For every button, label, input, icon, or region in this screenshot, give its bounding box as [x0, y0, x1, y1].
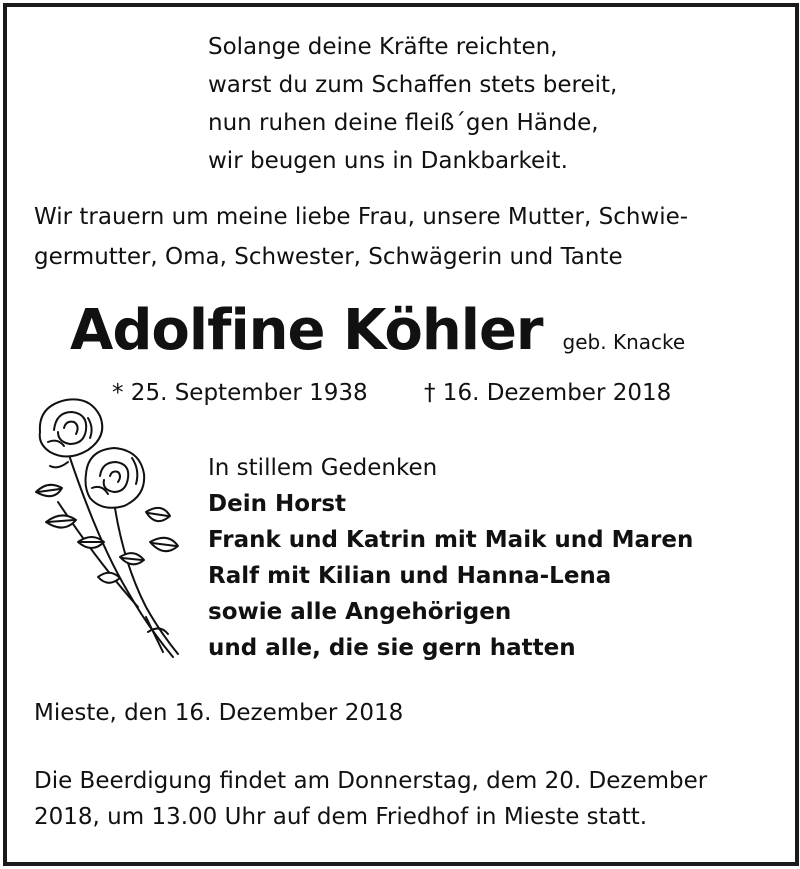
mourning-intro — [34, 197, 688, 277]
maiden-name: geb. Knacke — [562, 330, 686, 354]
poem-line: Solange deine Kräfte reichten, — [208, 34, 558, 60]
mourner-line: und alle, die sie gern hatten — [208, 635, 576, 661]
intro-line: Wir trauern um meine liebe Frau, unsere Mutter, Schwie- — [34, 204, 689, 230]
funeral-line: 2018, um 13.00 Uhr auf dem Friedhof in Mieste statt. — [34, 804, 648, 830]
funeral-line: Die Beerdigung findet am Donnerstag, dem 20. Dezember — [34, 768, 708, 794]
poem-line: wir beugen uns in Dankbarkeit. — [208, 148, 568, 174]
mourners-heading: In stillem Gedenken — [208, 455, 438, 481]
rose-bouquet-icon — [28, 392, 188, 667]
funeral-notice — [34, 763, 707, 835]
intro-line: germutter, Oma, Schwester, Schwägerin und Tante — [34, 244, 623, 270]
poem-line: warst du zum Schaffen stets bereit, — [208, 72, 618, 98]
death-date: † 16. Dezember 2018 — [424, 380, 672, 406]
mourner-line: Ralf mit Kilian und Hanna-Lena — [208, 563, 612, 589]
poem — [208, 28, 617, 180]
birth-date: * 25. September 1938 — [112, 380, 368, 406]
place-date: Mieste, den 16. Dezember 2018 — [34, 700, 404, 726]
deceased-name-row — [70, 298, 685, 363]
mourner-line: Frank und Katrin mit Maik und Maren — [208, 527, 694, 553]
mourner-line: Dein Horst — [208, 491, 347, 517]
mourner-line: sowie alle Angehörigen — [208, 599, 512, 625]
deceased-name: Adolfine Köhler — [70, 298, 543, 363]
poem-line: nun ruhen deine fleiß´gen Hände, — [208, 110, 599, 136]
mourners-list — [208, 450, 693, 666]
